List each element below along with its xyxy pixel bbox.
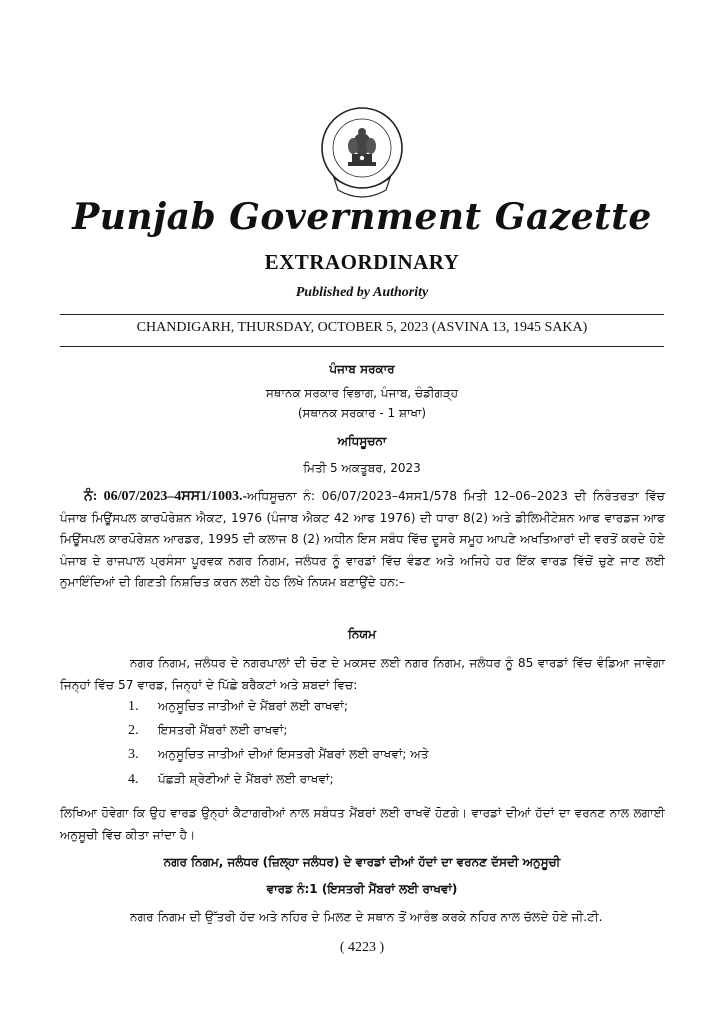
- branch-line: (ਸਥਾਨਕ ਸਰਕਾਰ - 1 ਸ਼ਾਖਾ): [297, 406, 427, 420]
- notification-number: ਨੰ: 06/07/2023–4ਸਸ1/1003.-: [84, 489, 248, 504]
- list-item: 4. ਪੱਛੜੀ ਸ਼੍ਰੇਣੀਆਂ ਦੇ ਮੈਂਬਰਾਂ ਲਈ ਰਾਖਵਾਂ;: [128, 772, 334, 787]
- list-item: 3. ਅਨੁਸੂਚਿਤ ਜਾਤੀਆਂ ਦੀਆਂ ਇਸਤਰੀ ਮੈਂਬਰਾਂ ਲਈ ਰਾਖਵਾਂ; ਅਤੇ: [128, 747, 429, 762]
- department-line: ਸਥਾਨਕ ਸਰਕਾਰ ਵਿਭਾਗ, ਪੰਜਾਬ, ਚੰਡੀਗੜ੍ਹ: [265, 386, 459, 400]
- emblem-of-india: [312, 100, 412, 200]
- published-by-line: Published by Authority: [295, 285, 429, 300]
- page-number: ( 4223 ): [339, 940, 385, 955]
- schedule-heading: ਨਗਰ ਨਿਗਮ, ਜਲੰਧਰ (ਜ਼ਿਲ੍ਹਾ ਜਲੰਧਰ) ਦੇ ਵਾਰਡਾਂ ਦੀਆਂ ਹੱਦਾਂ ਦਾ ਵਰਨਣ ਦੱਸਦੀ ਅਨੁਸੂਚੀ: [163, 855, 561, 869]
- gazette-title: Punjab Government Gazette: [72, 196, 652, 238]
- rules-paragraph: ਨਗਰ ਨਿਗਮ, ਜਲੰਧਰ ਦੇ ਨਗਰਪਾਲਾਂ ਦੀ ਚੋਣ ਦੇ ਮਕਸਦ ਲਈ ਨਗਰ ਨਿਗਮ, ਜਲੰਧਰ ਨੂੰ 85 ਵਾਰਡਾਂ ਵਿੱਚ ਵੰਡਿਆ ਜਾਵੇਗਾ ਜਿਨ੍ਹਾਂ ਵਿੱਚ 57 ਵਾਰਡ, ਜਿਨ੍ਹਾਂ ਦੇ ਪਿੱਛੇ ਬਰੈਕਟਾਂ ਅਤੇ ਸ਼ਬਦਾਂ ਵਿਚ:: [60, 656, 665, 692]
- notification-heading: ਅਧਿਸੂਚਨਾ: [337, 434, 387, 448]
- notification-paragraph: [60, 486, 665, 594]
- ward-heading: ਵਾਰਡ ਨੰ:1 (ਇਸਤਰੀ ਮੈਂਬਰਾਂ ਲਈ ਰਾਖਵਾਂ): [266, 882, 458, 896]
- notification-date: ਮਿਤੀ 5 ਅਕਤੂਬਰ, 2023: [303, 461, 421, 475]
- dateline: CHANDIGARH, THURSDAY, OCTOBER 5, 2023 (ASVINA 13, 1945 SAKA): [136, 320, 588, 335]
- rules-heading: ਨਿਯਮ: [347, 627, 377, 641]
- list-item: 2. ਇਸਤਰੀ ਮੈਂਬਰਾਂ ਲਈ ਰਾਖਵਾਂ;: [128, 723, 288, 738]
- gazette-subtitle: EXTRAORDINARY: [264, 250, 460, 274]
- ward-description: ਨਗਰ ਨਿਗਮ ਦੀ ਉੱਤਰੀ ਹੱਦ ਅਤੇ ਨਹਿਰ ਦੇ ਮਿਲਣ ਦੇ ਸਥਾਨ ਤੋਂ ਆਰੰਭ ਕਰਕੇ ਨਹਿਰ ਨਾਲ ਚੱਲਦੇ ਹੋਏ ਜੀ.ਟੀ.: [130, 910, 603, 924]
- notification-body: ਅਧਿਸੂਚਨਾ ਨੰ: 06/07/2023–4ਸਸ1/578 ਮਿਤੀ 12–06–2023 ਦੀ ਨਿਰੰਤਰਤਾ ਵਿੱਚ ਪੰਜਾਬ ਮਿਊਂਸਪਲ ਕਾਰਪੋਰੇਸ਼ਨ ਐਕਟ, 1976 (ਪੰਜਾਬ ਐਕਟ 42 ਆਫ 1976) ਦੀ ਧਾਰਾ 8(2) ਅਤੇ ਡੀਲਿਮੀਟੇਸ਼ਨ ਆਫ ਵਾਰਡਜ ਆਫ ਮਿਊਂਸਪਲ ਕਾਰਪੋਰੇਸ਼ਨ ਆਰਡਰ, 1995 ਦੀ ਕਲਾਜ 8 (2) ਅਧੀਨ ਇਸ ਸਬੰਧ ਵਿੱਚ ਦੂਸਰੇ ਸਮੂਹ ਆਪਣੇ ਅਖਤਿਆਰਾਂ ਦੀ ਵਰਤੋਂ ਕਰਦੇ ਹੋਏ ਪੰਜਾਬ ਦੇ ਰਾਜਪਾਲ ਪ੍ਰਸੰਸਾ ਪੂਰਵਕ ਨਗਰ ਨਿਗਮ, ਜਲੰਧਰ ਨੂੰ ਵਾਰਡਾਂ ਵਿੱਚ ਵੰਡਣ ਅਤੇ ਅਜਿਹੇ ਹਰ ਇੱਕ ਵਾਰਡ ਵਿੱਚੋਂ ਚੁਣੇ ਜਾਣ ਲਈ ਨੁਮਾਇੰਦਿਆਂ ਦੀ ਗਿਣਤੀ ਨਿਸ਼ਚਿਤ ਕਰਨ ਲਈ ਹੇਠ ਲਿਖੇ ਨਿਯਮ ਬਣਾਉਂਦੇ ਹਨ:–: [60, 489, 665, 589]
- list-item: 1. ਅਨੁਸੂਚਿਤ ਜਾਤੀਆਂ ਦੇ ਮੈਂਬਰਾਂ ਲਈ ਰਾਖਵਾਂ;: [128, 699, 348, 714]
- header-rule-bottom: [60, 346, 664, 347]
- government-heading: ਪੰਜਾਬ ਸਰਕਾਰ: [329, 362, 395, 376]
- emblem-icon: [312, 100, 412, 200]
- header-rule-top: [60, 314, 664, 315]
- reservation-note-paragraph: ਲਿਖਿਆ ਹੋਵੇਗਾ ਕਿ ਉਹ ਵਾਰਡ ਉਨ੍ਹਾਂ ਕੈਟਾਗਰੀਆਂ ਨਾਲ ਸਬੰਧਤ ਮੈਂਬਰਾਂ ਲਈ ਰਾਖਵੇਂ ਹੋਣਗੇ। ਵਾਰਡਾਂ ਦੀਆਂ ਹੱਦਾਂ ਦਾ ਵਰਨਣ ਨਾਲ ਲਗਾਈ ਅਨੁਸੂਚੀ ਵਿੱਚ ਕੀਤਾ ਜਾਂਦਾ ਹੈ।: [60, 806, 665, 842]
